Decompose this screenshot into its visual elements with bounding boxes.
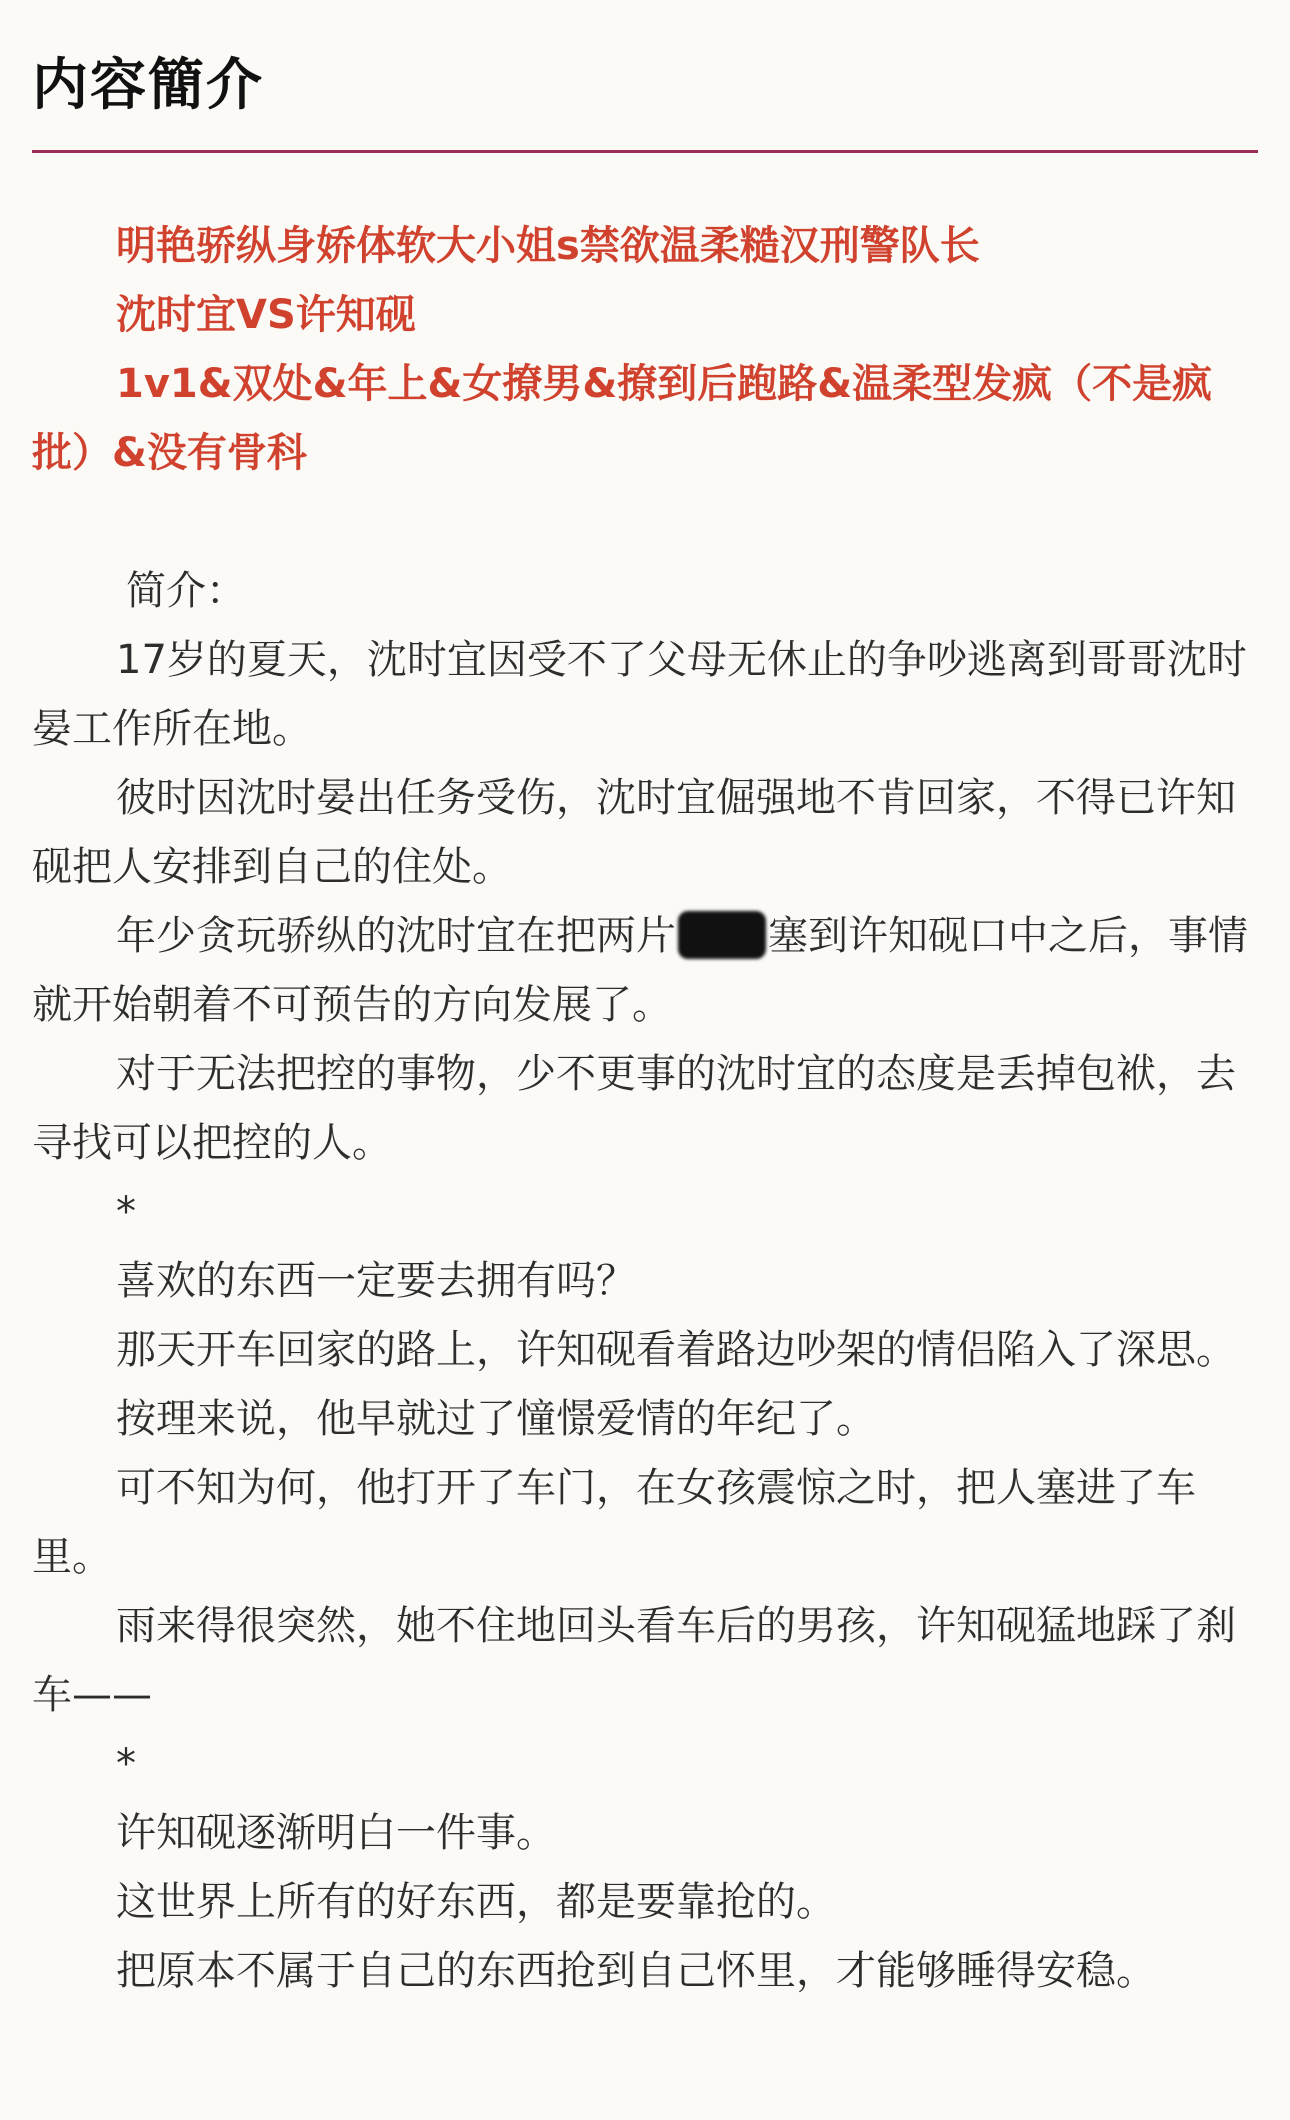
synopsis-paragraph-7: 按理来说，他早就过了憧憬爱情的年纪了。 xyxy=(116,1396,876,1442)
synopsis-paragraph-10: 许知砚逐渐明白一件事。 xyxy=(116,1810,556,1856)
section-separator-2: * xyxy=(116,1741,136,1787)
tagline-line-3: 1v1&双处&年上&女撩男&撩到后跑路&温柔型发疯（不是疯批）&没有骨科 xyxy=(32,361,1213,476)
blank-line xyxy=(32,488,1258,557)
synopsis-paragraph-11: 这世界上所有的好东西，都是要靠抢的。 xyxy=(116,1879,836,1925)
synopsis-label: 简介： xyxy=(126,568,246,614)
synopsis-paragraph-5: 喜欢的东西一定要去拥有吗？ xyxy=(116,1258,636,1304)
synopsis-content xyxy=(32,212,1258,2006)
synopsis-page xyxy=(32,0,1258,2120)
section-separator-1: * xyxy=(116,1189,136,1235)
synopsis-paragraph-6: 那天开车回家的路上，许知砚看着路边吵架的情侣陷入了深思。 xyxy=(116,1327,1236,1373)
paragraph-3-after-redaction: 塞到许知砚口中之后，事情就开始朝着不可预告的方向发展了。 xyxy=(32,913,1248,1028)
synopsis-paragraph-12: 把原本不属于自己的东西抢到自己怀里，才能够睡得安稳。 xyxy=(116,1948,1156,1994)
synopsis-paragraph-1: 17岁的夏天，沈时宜因受不了父母无休止的争吵逃离到哥哥沈时晏工作所在地。 xyxy=(32,637,1247,752)
redaction-mark xyxy=(678,911,766,959)
title-divider xyxy=(32,150,1258,153)
synopsis-paragraph-2: 彼时因沈时晏出任务受伤，沈时宜倔强地不肯回家，不得已许知砚把人安排到自己的住处。 xyxy=(32,775,1236,890)
synopsis-paragraph-4: 对于无法把控的事物，少不更事的沈时宜的态度是丢掉包袱，去寻找可以把控的人。 xyxy=(32,1051,1236,1166)
tagline-line-1: 明艳骄纵身娇体软大小姐s禁欲温柔糙汉刑警队长 xyxy=(116,223,980,269)
tagline-line-2: 沈时宜VS许知砚 xyxy=(116,292,416,338)
section-title: 内容簡介 xyxy=(32,53,264,118)
synopsis-paragraph-9: 雨来得很突然，她不住地回头看车后的男孩，许知砚猛地踩了刹车—— xyxy=(32,1603,1236,1718)
paragraph-3-before-redaction: 年少贪玩骄纵的沈时宜在把两片 xyxy=(116,913,676,959)
synopsis-paragraph-8: 可不知为何，他打开了车门，在女孩震惊之时，把人塞进了车里。 xyxy=(32,1465,1196,1580)
synopsis-paragraph-3 xyxy=(32,902,1258,1040)
